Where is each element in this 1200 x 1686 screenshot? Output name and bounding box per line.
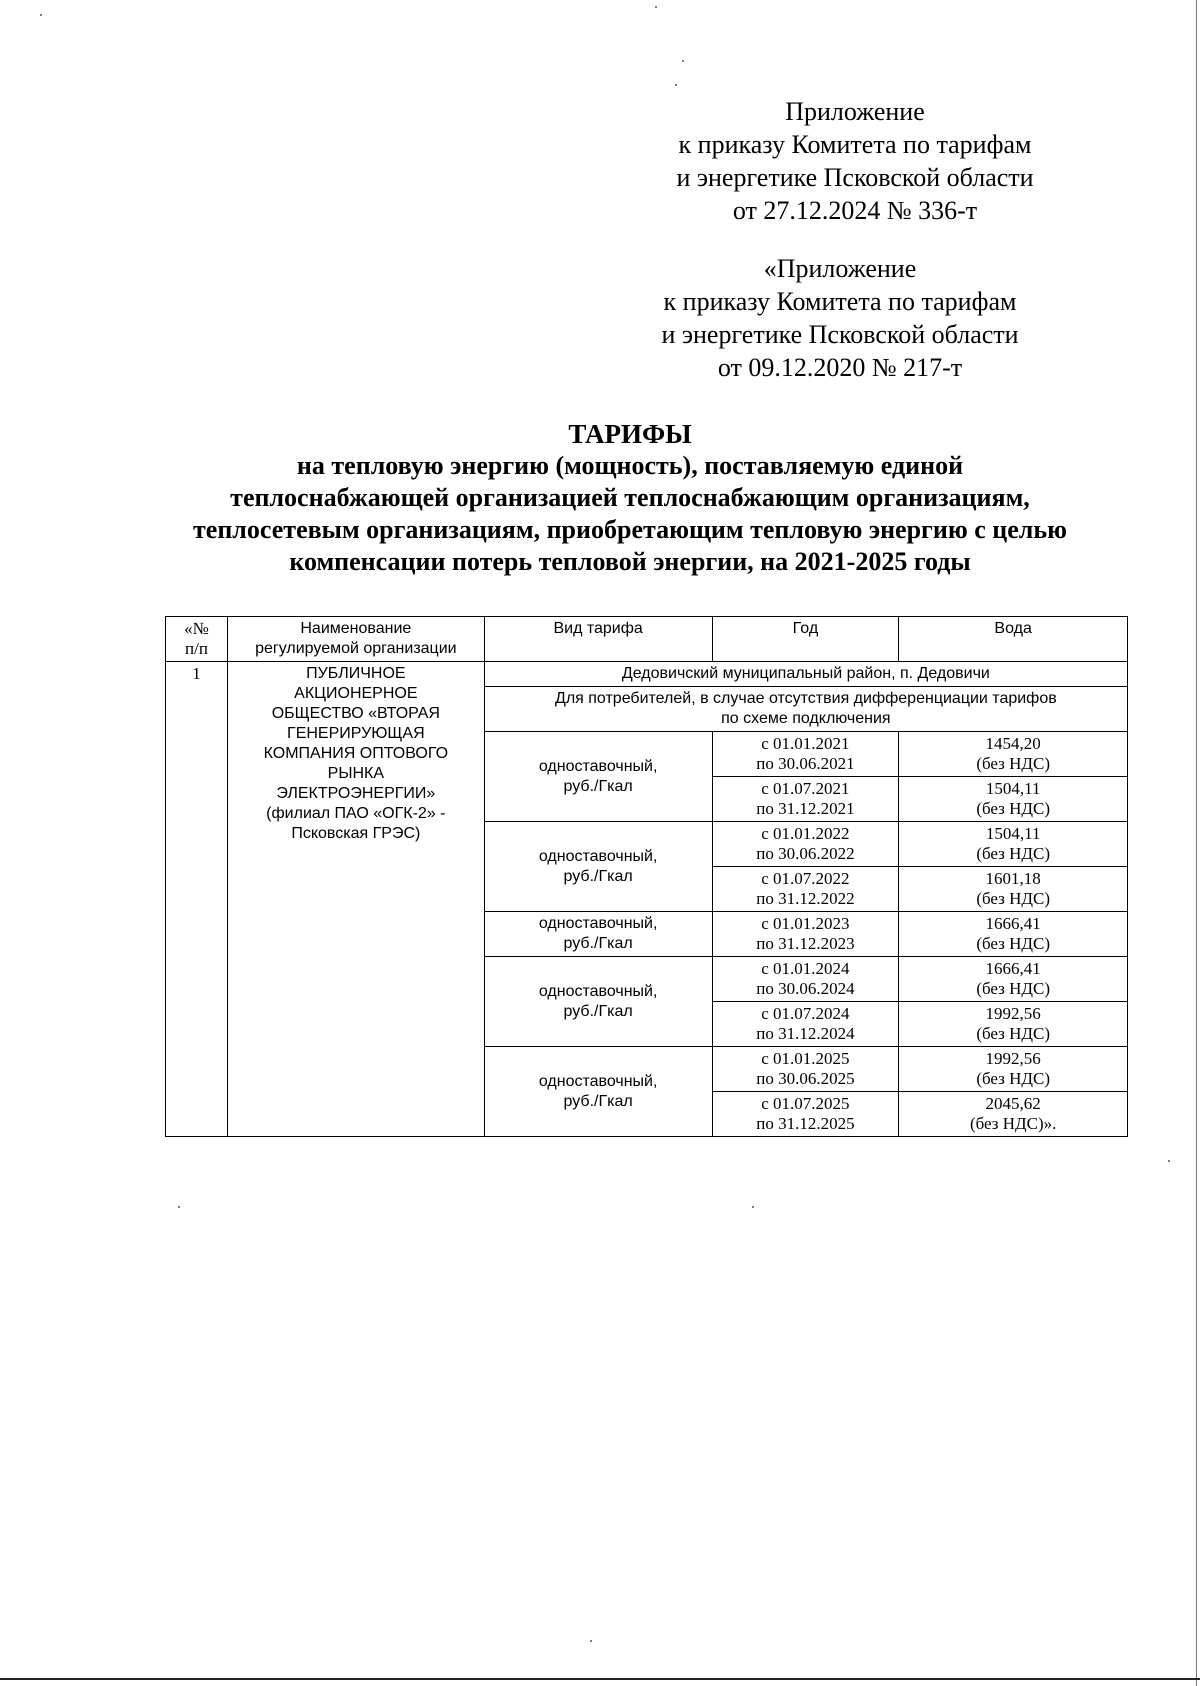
period-cell [712, 1002, 899, 1047]
vat-note: (без НДС) [976, 1024, 1050, 1043]
period-cell [712, 912, 899, 957]
scan-speck [40, 14, 42, 16]
organization-name-line: ГЕНЕРИРУЮЩАЯ [287, 725, 425, 742]
header-year: Год [712, 617, 899, 662]
row-number: 1 [166, 662, 228, 1137]
water-value-cell [899, 867, 1128, 912]
period-to: по 31.12.2022 [756, 889, 855, 908]
period-from: с 01.01.2021 [761, 734, 850, 753]
tariff-type-line: одноставочный, [538, 847, 658, 865]
appendix-line: к приказу Комитета по тарифам [678, 130, 1032, 159]
scan-edge-line [1196, 0, 1197, 1686]
period-cell [712, 777, 899, 822]
period-to: по 31.12.2024 [756, 1024, 855, 1043]
consumers-line: Для потребителей, в случае отсутствия дифференциации тарифов [554, 690, 1057, 707]
tariff-type-line: одноставочный, [538, 915, 658, 932]
scan-edge-line [0, 1678, 1200, 1680]
period-cell [712, 822, 899, 867]
document-title [140, 418, 1120, 578]
district-cell: Дедовичский муниципальный район, п. Дедовичи [484, 662, 1127, 687]
prior-appendix-line: «Приложение [763, 254, 917, 283]
tariff-table [165, 616, 1128, 1137]
vat-note: (без НДС) [976, 934, 1050, 953]
title-line: компенсации потерь тепловой энергии, на 2021-2025 годы [289, 547, 971, 576]
vat-note: (без НДС) [976, 799, 1050, 818]
tariff-type-cell [484, 732, 712, 822]
period-from: с 01.01.2024 [761, 959, 850, 978]
consumers-cell [484, 687, 1127, 732]
water-value-cell [899, 732, 1128, 777]
water-value: 1992,56 [985, 1049, 1041, 1068]
water-value: 1666,41 [985, 914, 1041, 933]
vat-note: (без НДС) [976, 754, 1050, 773]
period-cell [712, 1047, 899, 1092]
period-from: с 01.07.2021 [761, 779, 850, 798]
water-value: 1666,41 [985, 959, 1041, 978]
tariff-type-line: руб./Гкал [563, 1092, 633, 1110]
appendix-line: и энергетике Псковской области [676, 163, 1034, 192]
water-value-cell [899, 1092, 1128, 1137]
organization-name [227, 662, 484, 1137]
tariff-type-line: руб./Гкал [563, 1002, 633, 1020]
tariff-type-cell [484, 957, 712, 1047]
appendix-line: Приложение [785, 97, 925, 126]
water-value: 2045,62 [985, 1094, 1041, 1113]
period-from: с 01.01.2022 [761, 824, 850, 843]
water-value-cell [899, 777, 1128, 822]
water-value-cell [899, 1002, 1128, 1047]
title-line: теплоснабжающей организацией теплоснабжающим организациям, [230, 483, 1030, 512]
vat-note: (без НДС)». [969, 1114, 1057, 1133]
tariff-type-cell [484, 1047, 712, 1137]
period-to: по 31.12.2023 [756, 934, 855, 953]
organization-name-line: ЭЛЕКТРОЭНЕРГИИ» [276, 785, 436, 802]
scan-speck [178, 1206, 180, 1208]
organization-name-line: (филиал ПАО «ОГК-2» - [266, 805, 446, 822]
title-main: ТАРИФЫ [568, 419, 692, 449]
vat-note: (без НДС) [976, 979, 1050, 998]
table-header-row [166, 617, 1128, 662]
period-to: по 31.12.2021 [756, 799, 855, 818]
header-water: Вода [899, 617, 1128, 662]
scan-speck [752, 1206, 754, 1208]
title-line: на тепловую энергию (мощность), поставляемую единой [296, 451, 964, 480]
organization-name-line: Псковская ГРЭС) [291, 825, 421, 842]
period-cell [712, 867, 899, 912]
organization-name-line: АКЦИОНЕРНОЕ [294, 685, 418, 702]
header-number-line: п/п [185, 639, 208, 658]
tariff-type-cell [484, 912, 712, 957]
period-from: с 01.01.2023 [761, 914, 850, 933]
tariff-type-line: руб./Гкал [563, 777, 633, 795]
period-to: по 30.06.2025 [756, 1069, 855, 1088]
vat-note: (без НДС) [976, 844, 1050, 863]
period-from: с 01.07.2024 [761, 1004, 850, 1023]
water-value: 1992,56 [985, 1004, 1041, 1023]
water-value: 1504,11 [985, 824, 1041, 843]
prior-appendix-line: от 09.12.2020 № 217-т [717, 353, 963, 382]
period-cell [712, 957, 899, 1002]
vat-note: (без НДС) [976, 889, 1050, 908]
scan-speck [655, 6, 657, 8]
organization-name-line: РЫНКА [327, 765, 385, 782]
tariff-type-line: руб./Гкал [563, 867, 633, 885]
header-tariff-type: Вид тарифа [484, 617, 712, 662]
prior-appendix-line: и энергетике Псковской области [661, 320, 1019, 349]
organization-name-line: ОБЩЕСТВО «ВТОРАЯ [271, 705, 440, 722]
scan-speck [590, 1640, 592, 1642]
water-value-cell [899, 912, 1128, 957]
water-value: 1504,11 [985, 779, 1041, 798]
organization-name-line: ПУБЛИЧНОЕ [306, 665, 406, 682]
vat-note: (без НДС) [976, 1069, 1050, 1088]
consumers-line: по схеме подключения [721, 710, 891, 727]
prior-appendix-line: к приказу Комитета по тарифам [663, 287, 1017, 316]
organization-name-line: КОМПАНИЯ ОПТОВОГО [263, 745, 449, 762]
period-to: по 31.12.2025 [756, 1114, 855, 1133]
period-cell [712, 1092, 899, 1137]
water-value: 1601,18 [985, 869, 1041, 888]
period-from: с 01.07.2022 [761, 869, 850, 888]
scan-speck [1168, 1160, 1170, 1162]
header-organization-line: Наименование [300, 620, 412, 637]
tariff-type-line: одноставочный, [538, 757, 658, 775]
water-value-cell [899, 957, 1128, 1002]
scan-speck [675, 84, 677, 86]
header-organization-line: регулируемой организации [255, 640, 457, 657]
tariff-type-line: руб./Гкал [563, 935, 633, 952]
period-from: с 01.01.2025 [761, 1049, 850, 1068]
period-to: по 30.06.2021 [756, 754, 855, 773]
water-value-cell [899, 822, 1128, 867]
tariff-type-line: одноставочный, [538, 1072, 658, 1090]
tariff-type-line: одноставочный, [538, 982, 658, 1000]
header-number [166, 617, 228, 662]
header-organization [227, 617, 484, 662]
water-value: 1454,20 [985, 734, 1041, 753]
period-to: по 30.06.2024 [756, 979, 855, 998]
water-value-cell [899, 1047, 1128, 1092]
prior-appendix-header [630, 252, 1050, 384]
header-number-line: «№ [184, 619, 209, 638]
period-cell [712, 732, 899, 777]
tariff-type-cell [484, 822, 712, 912]
scan-speck [682, 60, 684, 62]
appendix-header [640, 95, 1070, 227]
period-from: с 01.07.2025 [761, 1094, 850, 1113]
title-line: теплосетевым организациям, приобретающим тепловую энергию с целью [193, 515, 1067, 544]
table-row [166, 662, 1128, 687]
appendix-line: от 27.12.2024 № 336-т [732, 196, 978, 225]
period-to: по 30.06.2022 [756, 844, 855, 863]
